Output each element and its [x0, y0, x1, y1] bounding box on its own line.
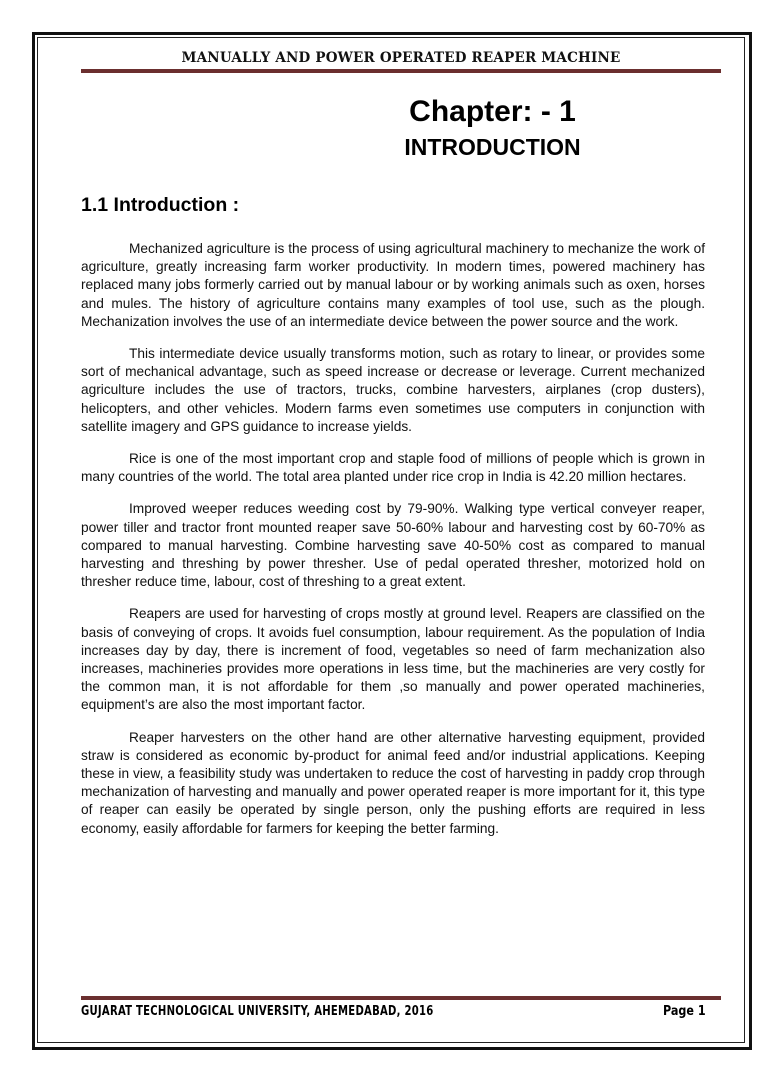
running-header: MANUALLY AND POWER OPERATED REAPER MACHINE	[181, 50, 621, 66]
paragraph: Mechanized agriculture is the process of using agricultural machinery to mechanize the work of agriculture, greatly increasing farm worker productivity. In modern times, powered machinery has replaced many jobs formerly carried out by manual labour or by working animals such as oxen, horses and mules. The history of agriculture contains many examples of tool use, such as the plough. Mechanization involves the use of an intermediate device between the power source and the work.	[81, 241, 705, 329]
paragraph: This intermediate device usually transforms motion, such as rotary to linear, or provides some sort of mechanical advantage, such as speed increase or decrease or leverage. Current mechanized agriculture includes the use of tractors, trucks, combine harvesters, airplanes (crop dusters), helicopters, and other vehicles. Modern farms even sometimes use computers in conjunction with satellite imagery and GPS guidance to increase yields.	[81, 346, 705, 434]
header-rule	[81, 69, 721, 73]
body-text	[81, 240, 705, 852]
page-number: Page 1	[663, 1004, 706, 1019]
section-heading: 1.1 Introduction :	[81, 194, 240, 216]
footer-institution: GUJARAT TECHNOLOGICAL UNIVERSITY, AHEMEDABAD, 2016	[81, 1004, 434, 1019]
paragraph: Reapers are used for harvesting of crops mostly at ground level. Reapers are classified on the basis of conveying of crops. It avoids fuel consumption, labour requirement. As the population of India increases day by day, there is increment of food, vegetables so need of farm mechanization also increases, machineries provides more operations in less time, but the machineries are very costly for the common man, it is not affordable for them ,so manually and power operated machineries, equipment’s are also the most important factor.	[81, 606, 705, 713]
chapter-title: INTRODUCTION	[404, 134, 581, 160]
paragraph: Reaper harvesters on the other hand are other alternative harvesting equipment, provided straw is considered as economic by-product for animal feed and/or industrial applications. Keeping these in view, a feasibility study was undertaken to reduce the cost of harvesting in paddy crop through mechanization of harvesting and manually and power operated reaper is more important for it, this type of reaper can easily be operated by single person, only the pushing efforts are required in less economy, easily affordable for farmers for keeping the better farming.	[81, 729, 705, 836]
chapter-number: Chapter: - 1	[409, 95, 576, 128]
paragraph: Rice is one of the most important crop and staple food of millions of people which is grown in many countries of the world. The total area planted under rice crop in India is 42.20 million hectares.	[81, 451, 705, 485]
footer-rule	[81, 996, 721, 1000]
paragraph: Improved weeper reduces weeding cost by 79-90%. Walking type vertical conveyer reaper, power tiller and tractor front mounted reaper save 50-60% labour and harvesting cost by 60-70% as compared to manual harvesting. Combine harvesting save 40-50% cost as compared to manual harvesting and threshing by power thresher. Use of pedal operated thresher, motorized hold on thresher reduce time, labour, cost of threshing to a great extent.	[81, 501, 705, 590]
